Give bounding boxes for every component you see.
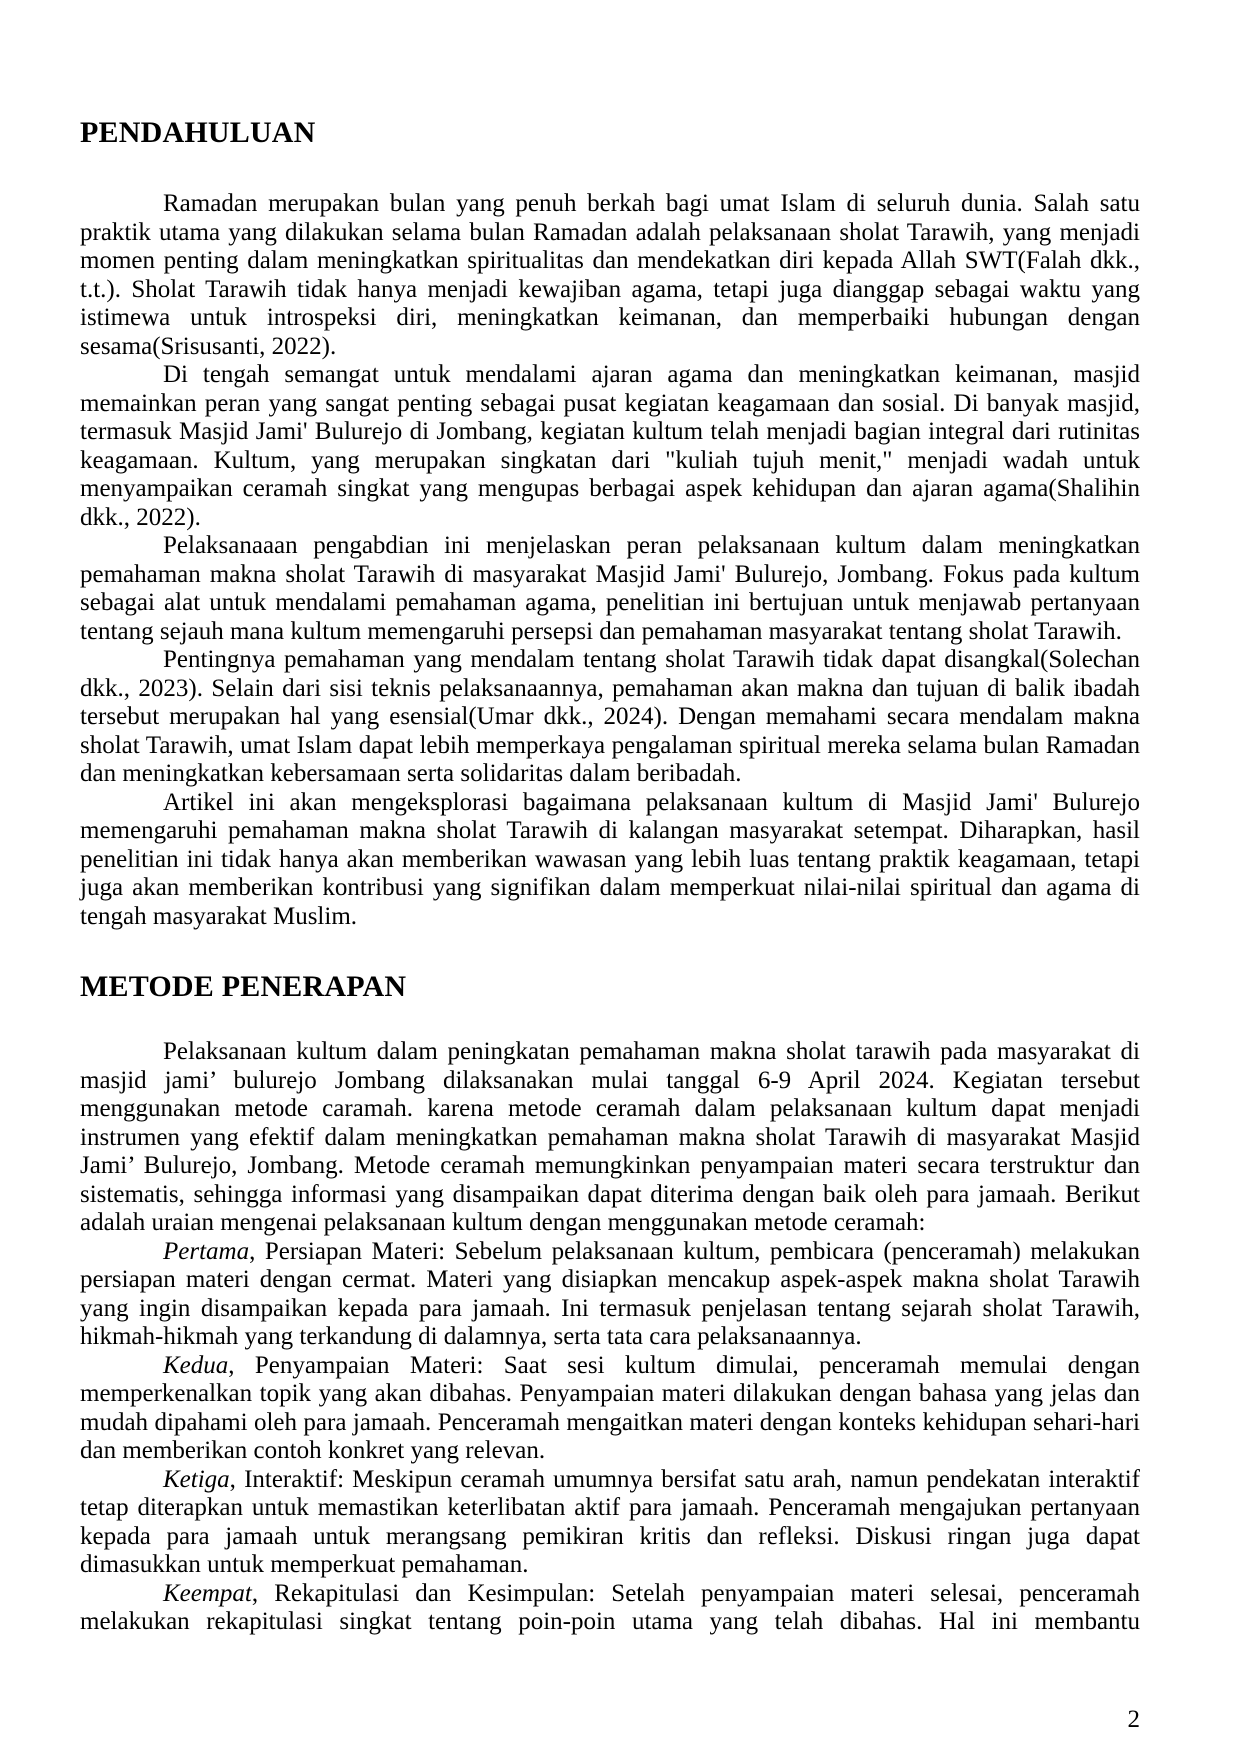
paragraph-text: Pelaksanaaan pengabdian ini menjelaskan peran pelaksanaan kultum dalam meningkatkan pemahaman makna sholat Tarawih di masyarakat Masjid Jami' Bulurejo, Jombang. Fokus pada kultum sebagai alat untuk mendalami pemahaman agama, penelitian ini bertujuan untuk menjawab pertanyaan tentang sejauh mana kultum memengaruhi persepsi dan pemahaman masyarakat tentang sholat Tarawih. xyxy=(80,532,1140,645)
section-metode-penerapan xyxy=(80,970,1140,1637)
paragraph xyxy=(80,1238,1140,1352)
paragraph-text: , Rekapitulasi dan Kesimpulan: Setelah penyampaian materi selesai, penceramah melakukan rekapitulasi singkat tentang poin-poin utama yang telah dibahas. Hal ini membantu xyxy=(80,1579,1140,1635)
section-heading: PENDAHULUAN xyxy=(80,116,316,149)
section-pendahuluan xyxy=(80,116,1140,931)
paragraph-text: , Penyampaian Materi: Saat sesi kultum dimulai, penceramah memulai dengan memperkenalkan topik yang akan dibahas. Penyampaian materi dilakukan dengan bahasa yang jelas dan mudah dipahami oleh para jamaah. Penceramah mengaitkan materi dengan konteks kehidupan sehari-hari dan memberikan contoh konkret yang relevan. xyxy=(80,1351,1140,1464)
paragraph-text: Pelaksanaan kultum dalam peningkatan pemahaman makna sholat tarawih pada masyarakat di masjid jami’ bulurejo Jombang dilaksanakan mulai tanggal 6-9 April 2024. Kegiatan tersebut menggunakan metode caramah. karena metode ceramah dalam pelaksanaan kultum dapat menjadi instrumen yang efektif dalam meningkatkan pemahaman makna sholat Tarawih di masyarakat Masjid Jami’ Bulurejo, Jombang. Metode ceramah memungkinkan penyampaian materi secara terstruktur dan sistematis, sehingga informasi yang disampaikan dapat diterima dengan baik oleh para jamaah. Berikut adalah uraian mengenai pelaksanaan kultum dengan menggunakan metode ceramah: xyxy=(80,1038,1140,1236)
paragraph-lead: Pertama xyxy=(163,1237,250,1265)
paragraph-text: , Persiapan Materi: Sebelum pelaksanaan kultum, pembicara (penceramah) melakukan persiapan materi dengan cermat. Materi yang disiapkan mencakup aspek-aspek makna sholat Tarawih yang ingin disampaikan kepada para jamaah. Ini termasuk penjelasan tentang sejarah sholat Tarawih, hikmah-hikmah yang terkandung di dalamnya, serta tata cara pelaksanaannya. xyxy=(80,1237,1140,1350)
paragraph xyxy=(80,1466,1140,1580)
paragraph xyxy=(80,1352,1140,1466)
paragraph-text: Pentingnya pemahaman yang mendalam tentang sholat Tarawih tidak dapat disangkal(Solechan dkk., 2023). Selain dari sisi teknis pelaksanaannya, pemahaman akan makna dan tujuan di balik ibadah tersebut merupakan hal yang esensial(Umar dkk., 2024). Dengan memahami secara mendalam makna sholat Tarawih, umat Islam dapat lebih memperkaya pengalaman spiritual mereka selama bulan Ramadan dan meningkatkan kebersamaan serta solidaritas dalam beribadah. xyxy=(80,646,1140,787)
paragraph xyxy=(80,646,1140,789)
paragraph-lead: Kedua xyxy=(163,1351,229,1379)
paragraph-text: Ramadan merupakan bulan yang penuh berkah bagi umat Islam di seluruh dunia. Salah satu praktik utama yang dilakukan selama bulan Ramadan adalah pelaksanaan sholat Tarawih, yang menjadi momen penting dalam meningkatkan spiritualitas dan mendekatkan diri kepada Allah SWT(Falah dkk., t.t.). Sholat Tarawih tidak hanya menjadi kewajiban agama, tetapi juga dianggap sebagai waktu yang istimewa untuk introspeksi diri, meningkatkan keimanan, dan memperbaiki hubungan dengan sesama(Srisusanti, 2022). xyxy=(80,190,1140,360)
paragraph-lead: Keempat xyxy=(163,1579,252,1607)
paragraph xyxy=(80,190,1140,361)
paragraph-lead: Ketiga xyxy=(163,1465,230,1493)
paragraph-text: , Interaktif: Meskipun ceramah umumnya bersifat satu arah, namun pendekatan interaktif tetap diterapkan untuk memastikan keterlibatan aktif para jamaah. Penceramah mengajukan pertanyaan kepada para jamaah untuk merangsang pemikiran kritis dan refleksi. Diskusi ringan juga dapat dimasukkan untuk memperkuat pemahaman. xyxy=(80,1465,1140,1578)
section-heading: METODE PENERAPAN xyxy=(80,970,407,1003)
paragraph-text: Di tengah semangat untuk mendalami ajaran agama dan meningkatkan keimanan, masjid memainkan peran yang sangat penting sebagai pusat kegiatan keagamaan dan sosial. Di banyak masjid, termasuk Masjid Jami' Bulurejo di Jombang, kegiatan kultum telah menjadi bagian integral dari rutinitas keagamaan. Kultum, yang merupakan singkatan dari "kuliah tujuh menit," menjadi wadah untuk menyampaikan ceramah singkat yang mengupas berbagai aspek kehidupan dan ajaran agama(Shalihin dkk., 2022). xyxy=(80,361,1140,531)
page-number: 2 xyxy=(1127,1706,1140,1733)
paragraph xyxy=(80,789,1140,932)
paragraph xyxy=(80,361,1140,532)
paragraph-text: Artikel ini akan mengeksplorasi bagaimana pelaksanaan kultum di Masjid Jami' Bulurejo memengaruhi pemahaman makna sholat Tarawih di kalangan masyarakat setempat. Diharapkan, hasil penelitian ini tidak hanya akan memberikan wawasan yang lebih luas tentang praktik keagamaan, tetapi juga akan memberikan kontribusi yang signifikan dalam memperkuat nilai-nilai spiritual dan agama di tengah masyarakat Muslim. xyxy=(80,788,1140,930)
paragraph xyxy=(80,1038,1140,1238)
paragraph xyxy=(80,532,1140,646)
paragraph xyxy=(80,1580,1140,1637)
